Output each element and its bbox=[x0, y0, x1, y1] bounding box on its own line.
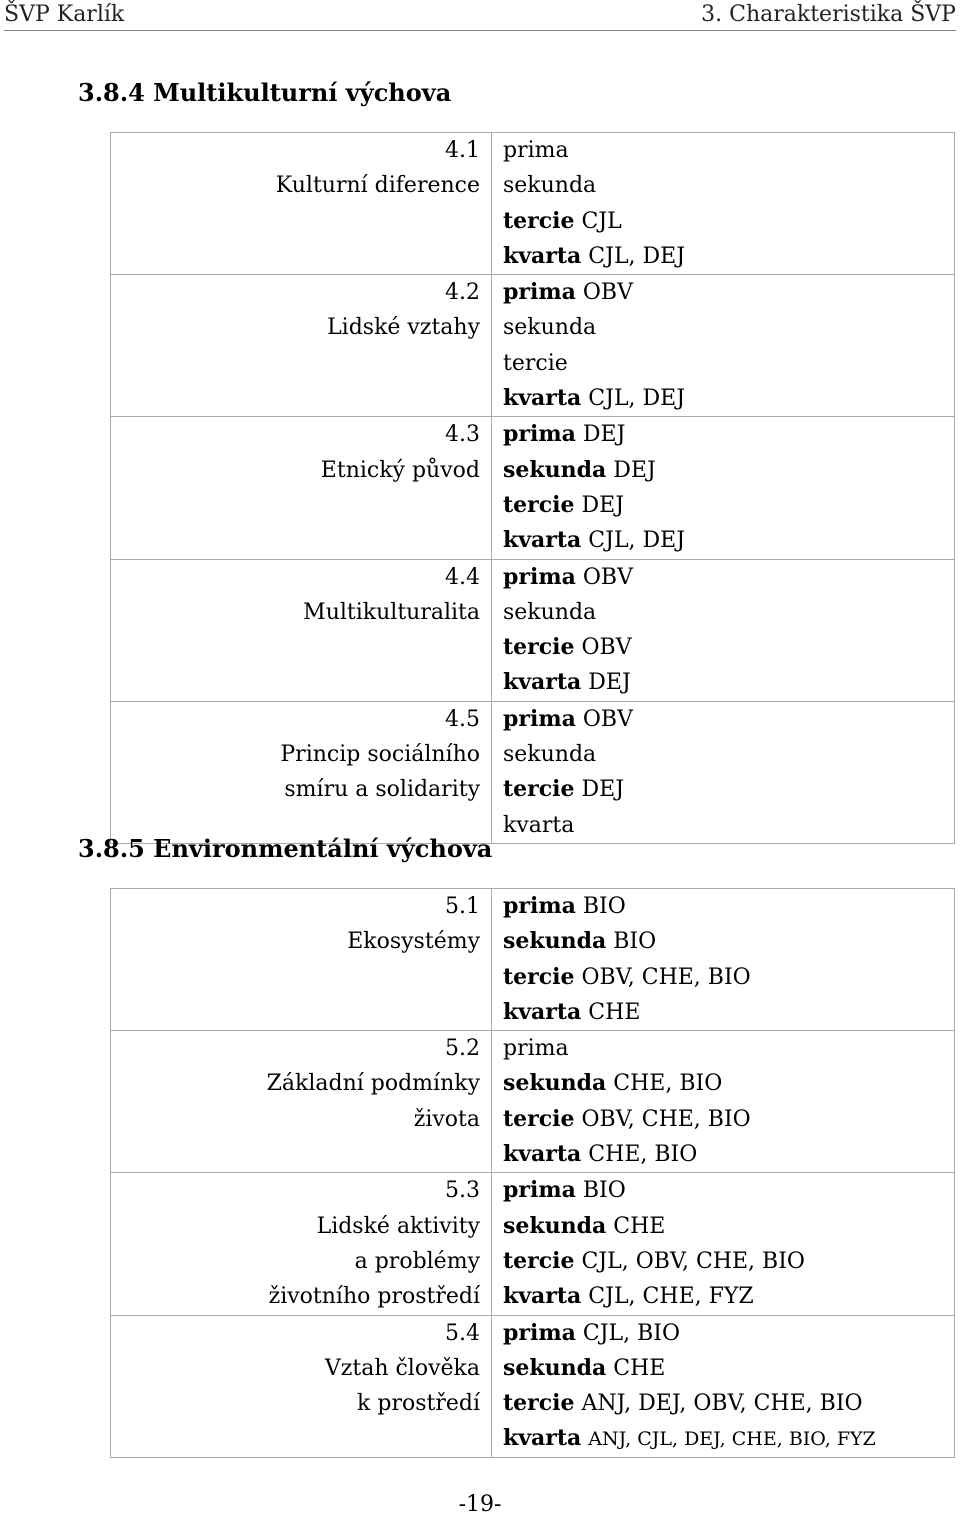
topic-name-line: smíru a solidarity bbox=[284, 777, 480, 803]
subject-list: DEJ bbox=[582, 422, 626, 448]
grades-cell bbox=[492, 1173, 955, 1315]
subject-list: DEJ bbox=[581, 777, 625, 803]
table-row bbox=[111, 701, 955, 843]
subject-list: OBV, CHE, BIO bbox=[581, 1106, 751, 1132]
grades-cell bbox=[492, 417, 955, 559]
grade-line bbox=[503, 488, 954, 523]
grade-line bbox=[503, 133, 954, 168]
topic-name-line: života bbox=[413, 1106, 480, 1132]
topic-name-line: a problémy bbox=[354, 1248, 480, 1274]
grade-label: sekunda bbox=[503, 315, 597, 341]
topic-number: 4.1 bbox=[445, 138, 480, 163]
topic-number: 4.4 bbox=[445, 564, 480, 590]
grade-label: sekunda bbox=[503, 742, 597, 768]
subject-list: CJL, CHE, FYZ bbox=[588, 1284, 754, 1310]
grade-line bbox=[503, 1137, 954, 1172]
grade-label: tercie bbox=[503, 1390, 575, 1417]
subject-list: OBV bbox=[582, 280, 633, 306]
topic-name-line: Vztah člověka bbox=[324, 1355, 480, 1381]
grade-label: sekunda bbox=[503, 1354, 607, 1381]
grade-line bbox=[503, 702, 954, 737]
topic-cell bbox=[111, 275, 492, 417]
grade-label: tercie bbox=[503, 963, 575, 990]
grade-line bbox=[503, 1066, 954, 1101]
grade-label: kvarta bbox=[503, 1141, 582, 1168]
topic-number: 4.2 bbox=[445, 280, 480, 306]
grade-label: tercie bbox=[503, 776, 575, 803]
grade-line bbox=[503, 381, 954, 416]
grade-line bbox=[503, 889, 954, 924]
subject-list: CJL, BIO bbox=[582, 1320, 681, 1346]
grade-line bbox=[503, 1421, 954, 1456]
grades-cell bbox=[492, 1315, 955, 1457]
grade-line bbox=[503, 1173, 954, 1208]
grade-line bbox=[503, 737, 954, 772]
subject-list: BIO bbox=[582, 894, 626, 919]
topic-number: 5.2 bbox=[445, 1036, 480, 1062]
grade-line bbox=[503, 168, 954, 203]
grade-label: kvarta bbox=[503, 242, 582, 269]
grade-label: tercie bbox=[503, 1247, 575, 1274]
page-number: -19- bbox=[458, 1492, 502, 1517]
grade-line bbox=[503, 1316, 954, 1351]
table-row bbox=[111, 559, 955, 701]
subject-list: CJL, DEJ bbox=[588, 386, 686, 412]
subject-list: CJL bbox=[581, 208, 622, 234]
subject-list: CHE bbox=[588, 999, 641, 1025]
topic-name-line: Základní podmínky bbox=[266, 1071, 480, 1097]
topic-cell bbox=[111, 133, 492, 275]
environmentalni-table bbox=[110, 888, 955, 1458]
topic-name-line: Ekosystémy bbox=[347, 929, 480, 955]
grade-label: sekunda bbox=[503, 456, 607, 483]
subject-list: OBV bbox=[582, 564, 633, 590]
topic-cell bbox=[111, 1315, 492, 1457]
grade-line bbox=[503, 346, 954, 381]
table-row bbox=[111, 133, 955, 275]
topic-cell bbox=[111, 1173, 492, 1315]
grade-label: sekunda bbox=[503, 173, 597, 199]
grade-line bbox=[503, 772, 954, 807]
grade-label: kvarta bbox=[503, 998, 582, 1025]
grade-label: sekunda bbox=[503, 1070, 607, 1097]
topic-number: 4.5 bbox=[445, 706, 480, 732]
grade-label: sekunda bbox=[503, 928, 607, 955]
topic-cell bbox=[111, 889, 492, 1031]
subject-list: OBV bbox=[582, 706, 633, 732]
topic-cell bbox=[111, 559, 492, 701]
topic-number: 5.3 bbox=[445, 1178, 480, 1204]
grade-line bbox=[503, 239, 954, 274]
grade-label: kvarta bbox=[503, 385, 582, 412]
topic-name-line: Multikulturalita bbox=[303, 599, 480, 625]
topic-name-line: k prostředí bbox=[357, 1391, 480, 1417]
topic-cell bbox=[111, 417, 492, 559]
subject-list: CHE, BIO bbox=[588, 1142, 698, 1168]
subject-list: DEJ bbox=[581, 492, 625, 518]
grade-line bbox=[503, 924, 954, 959]
grade-line bbox=[503, 204, 954, 239]
grade-line bbox=[503, 630, 954, 665]
grade-label: prima bbox=[503, 138, 569, 163]
header-school-name: ŠVP Karlík bbox=[4, 2, 125, 27]
multikulturni-table-body bbox=[111, 133, 955, 844]
section-title-environmentalni: 3.8.5 Environmentální výchova bbox=[78, 834, 493, 863]
subject-list: BIO bbox=[582, 1178, 626, 1204]
grade-line bbox=[503, 1244, 954, 1279]
topic-name-line: Princip sociálního bbox=[280, 742, 480, 768]
header-chapter: 3. Charakteristika ŠVP bbox=[701, 2, 956, 27]
subject-list: CHE bbox=[613, 1355, 666, 1381]
grade-line bbox=[503, 310, 954, 345]
grade-label: sekunda bbox=[503, 599, 597, 625]
topic-name-line: životního prostředí bbox=[268, 1284, 480, 1310]
grades-cell bbox=[492, 275, 955, 417]
grade-label: tercie bbox=[503, 491, 575, 518]
grade-line bbox=[503, 523, 954, 558]
grade-label: prima bbox=[503, 563, 576, 590]
grades-cell bbox=[492, 1031, 955, 1173]
table-row bbox=[111, 275, 955, 417]
grade-line bbox=[503, 1386, 954, 1421]
grade-label: kvarta bbox=[503, 527, 582, 554]
topic-number: 5.1 bbox=[445, 894, 480, 919]
grades-cell bbox=[492, 701, 955, 843]
grade-label: tercie bbox=[503, 207, 575, 234]
grade-line bbox=[503, 995, 954, 1030]
subject-list: CJL, DEJ bbox=[588, 243, 686, 269]
subject-list: CJL, DEJ bbox=[588, 528, 686, 554]
grade-line bbox=[503, 1031, 954, 1066]
grade-label: kvarta bbox=[503, 1425, 582, 1452]
grade-line bbox=[503, 275, 954, 310]
grade-line bbox=[503, 453, 954, 488]
page-header bbox=[4, 0, 956, 31]
grade-line bbox=[503, 1209, 954, 1244]
table-row bbox=[111, 889, 955, 1031]
topic-number: 5.4 bbox=[445, 1320, 480, 1346]
table-row bbox=[111, 1031, 955, 1173]
subject-list: OBV bbox=[581, 635, 632, 661]
grade-label: prima bbox=[503, 1177, 576, 1204]
grade-line bbox=[503, 417, 954, 452]
grade-label: kvarta bbox=[503, 1283, 582, 1310]
grade-label: prima bbox=[503, 893, 576, 919]
grade-line bbox=[503, 1351, 954, 1386]
grade-line bbox=[503, 960, 954, 995]
grade-line bbox=[503, 595, 954, 630]
grade-line bbox=[503, 665, 954, 700]
grade-label: prima bbox=[503, 421, 576, 448]
grade-label: prima bbox=[503, 1036, 569, 1062]
subject-list: DEJ bbox=[613, 457, 656, 483]
topic-name-line: Etnický původ bbox=[320, 457, 480, 483]
topic-cell bbox=[111, 701, 492, 843]
table-row bbox=[111, 1173, 955, 1315]
subject-list: CJL, OBV, CHE, BIO bbox=[581, 1248, 805, 1274]
subject-list: CHE bbox=[613, 1213, 666, 1239]
subject-list: BIO bbox=[613, 929, 657, 955]
grade-label: kvarta bbox=[503, 669, 582, 696]
grade-label: sekunda bbox=[503, 1212, 607, 1239]
grade-label: prima bbox=[503, 1319, 576, 1346]
grade-label: kvarta bbox=[503, 812, 575, 838]
table-row bbox=[111, 1315, 955, 1457]
grade-line bbox=[503, 1102, 954, 1137]
grades-cell bbox=[492, 559, 955, 701]
subject-list: OBV, CHE, BIO bbox=[581, 964, 751, 990]
table-row bbox=[111, 417, 955, 559]
topic-number: 4.3 bbox=[445, 422, 480, 448]
subject-list: DEJ bbox=[588, 670, 631, 696]
grade-line bbox=[503, 808, 954, 843]
grade-label: tercie bbox=[503, 634, 575, 661]
grades-cell bbox=[492, 133, 955, 275]
grades-cell bbox=[492, 889, 955, 1031]
grade-label: prima bbox=[503, 279, 576, 306]
grade-label: tercie bbox=[503, 350, 568, 376]
grade-label: tercie bbox=[503, 1105, 575, 1132]
multikulturni-table bbox=[110, 132, 955, 844]
section-title-multikulturni: 3.8.4 Multikulturní výchova bbox=[78, 78, 452, 107]
topic-name-line: Kulturní diference bbox=[275, 173, 480, 199]
environmentalni-table-body bbox=[111, 889, 955, 1458]
subject-list: ANJ, DEJ, OBV, CHE, BIO bbox=[581, 1391, 863, 1417]
topic-name-line: Lidské vztahy bbox=[327, 315, 480, 341]
grade-line bbox=[503, 560, 954, 595]
subject-list: CHE, BIO bbox=[613, 1071, 723, 1097]
grade-label: prima bbox=[503, 705, 576, 732]
topic-cell bbox=[111, 1031, 492, 1173]
topic-name-line: Lidské aktivity bbox=[316, 1213, 480, 1239]
grade-line bbox=[503, 1279, 954, 1314]
subject-list: ANJ, CJL, DEJ, CHE, BIO, FYZ bbox=[588, 1428, 876, 1451]
